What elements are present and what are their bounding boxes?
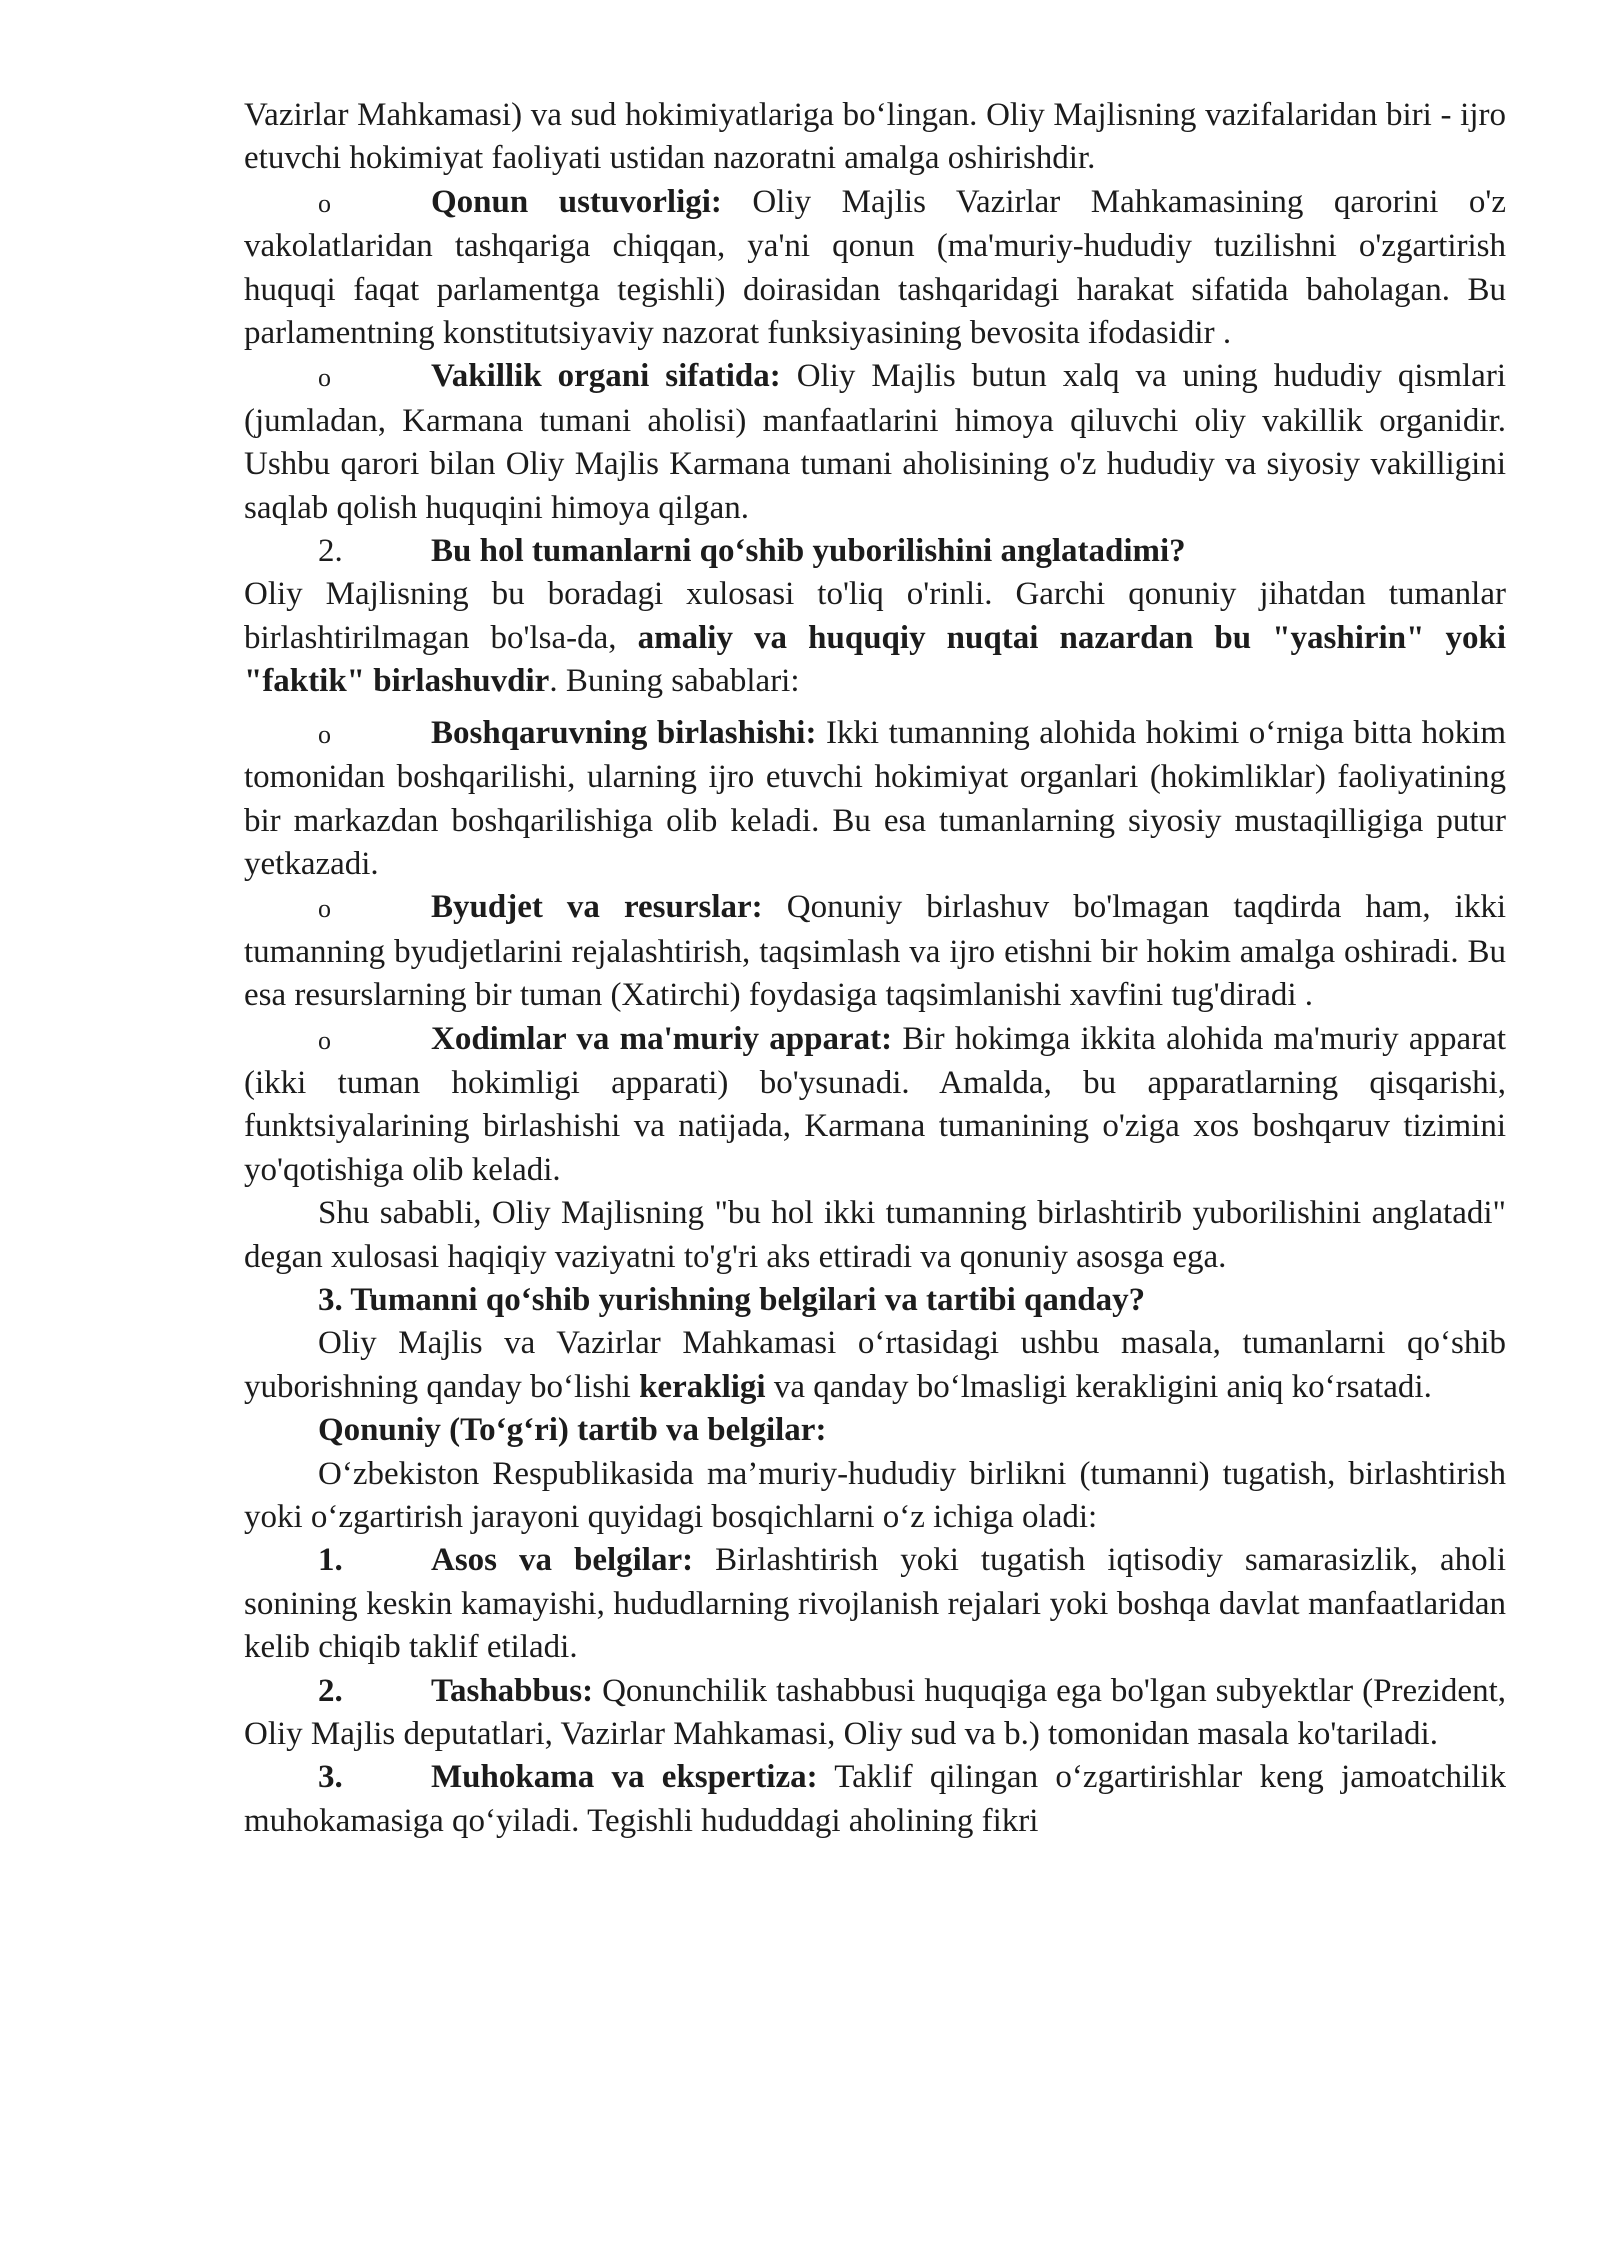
bullet-text: Qonuniy birlashuv bo'lmagan taqdirda ham, ikki tumanning byudjetlarini rejalashtirish, taqsimlash va ijro etishni bir hokim amalga oshiradi. Bu esa resurslarning bir tuman (Xatirchi) foydasiga taqsimlanishi xavfini tug'diradi . [244, 889, 1506, 1014]
bullet-term: Xodimlar va ma'muriy apparat: [431, 1020, 893, 1057]
bullet-marker: o [318, 894, 331, 924]
item-number: 3. [318, 1759, 343, 1796]
bullet-item-byudjet [244, 886, 1506, 1017]
item-text: Taklif qilingan o‘zgartirishlar keng jamoatchilik muhokamasiga qo‘yiladi. Tegishli hududdagi aholining fikri [244, 1759, 1506, 1839]
item-term: Muhokama va ekspertiza: [431, 1759, 818, 1796]
bullet-item-vakillik-organi [244, 355, 1506, 530]
bullet-term: Vakillik organi sifatida: [431, 358, 781, 395]
bullet-term: Boshqaruvning birlashishi: [431, 714, 817, 751]
bullet-marker: o [318, 363, 331, 393]
numbered-item-1 [244, 1539, 1506, 1669]
item-text: Birlashtirish yoki tugatish iqtisodiy samarasizlik, aholi sonining keskin kamayishi, hududlarning rivojlanish rejalari yoki boshqa davlat manfaatlaridan kelib chiqib taklif etiladi. [244, 1542, 1506, 1666]
numbered-item-3 [244, 1756, 1506, 1843]
item-term: Asos va belgilar: [431, 1542, 694, 1579]
bullet-marker: o [318, 188, 331, 218]
bullet-text: Oliy Majlis butun xalq va uning hududiy qismlari (jumladan, Karmana tumani aholisi) manfaatlarini himoya qiluvchi oliy vakillik organidir. Ushbu qarori bilan Oliy Majlis Karmana tumani aholisining o'z hududiy va siyosiy vakilligini saqlab qolish huquqini himoya qilgan. [244, 358, 1506, 526]
bullet-term: Qonun ustuvorligi: [431, 183, 722, 220]
heading-question-2 [244, 530, 1506, 573]
document-page [244, 94, 1506, 1843]
paragraph-stages-intro: O‘zbekiston Respublikasida ma’muriy-hududiy birlikni (tumanni) tugatish, birlashtirish yoki o‘zgartirish jarayoni quyidagi bosqichlarni o‘z ichiga oladi: [244, 1455, 1506, 1535]
paragraph-conclusion: Oliy Majlisning bu boradagi xulosasi to'liq o'rinli. Garchi qonuniy jihatdan tumanlar birlashtirilmagan bo'lsa-da, amaliy va huquqiy nuqtai nazardan bu "yashirin" yoki "faktik" birlashuvdir. Buning sabablari: [244, 576, 1507, 700]
bullet-text: Oliy Majlis Vazirlar Mahkamasining qarorini o'z vakolatlaridan tashqariga chiqqan, ya'ni qonun (ma'muriy-hududiy tuzilishni o'zgartirish huquqi faqat parlamentga tegishli) doirasidan tashqaridagi harakat sifatida baholagan. Bu parlamentning konstitutsiyaviy nazorat funksiyasining bevosita ifodasidir . [244, 183, 1506, 352]
bullet-marker: o [318, 719, 331, 749]
paragraph-summary: Shu sababli, Oliy Majlisning "bu hol ikki tumanning birlashtirib yuborilishini anglatadi" degan xulosasi haqiqiy vaziyatni to'g'ri aks ettiradi va qonuniy asosga ega. [244, 1195, 1506, 1275]
item-text: Qonunchilik tashabbusi huquqiga ega bo'lgan subyektlar (Prezident, Oliy Majlis deputatlari, Vazirlar Mahkamasi, Oliy sud va b.) tomonidan masala ko'tariladi. [244, 1672, 1506, 1753]
item-number: 1. [318, 1542, 343, 1579]
bold-word: kerakligi [639, 1368, 766, 1405]
bullet-marker: o [318, 1025, 331, 1055]
heading-text: Bu hol tumanlarni qo‘shib yuborilishini anglatadimi? [431, 533, 1186, 570]
paragraph-procedure-intro: Oliy Majlis va Vazirlar Mahkamasi o‘rtasidagi ushbu masala, tumanlarni qo‘shib yuborishning qanday bo‘lishi kerakligi va qanday bo‘lmasligi kerakligini aniq ko‘rsatadi. [244, 1325, 1506, 1405]
numbered-item-2 [244, 1670, 1506, 1757]
bullet-text: Ikki tumanning alohida hokimi o‘rniga bitta hokim tomonidan boshqarilishi, ularning ijro etuvchi hokimiyat organlari (hokimliklar) faoliyatining bir markazdan boshqarilishiga olib keladi. Bu esa tumanlarning siyosiy mustaqilligiga putur yetkazadi. [244, 714, 1506, 882]
subheading-legal-procedure: Qonuniy (To‘g‘ri) tartib va belgilar: [318, 1412, 827, 1449]
item-term: Tashabbus: [431, 1672, 594, 1709]
paragraph-intro: Vazirlar Mahkamasi) va sud hokimiyatlariga bo‘lingan. Oliy Majlisning vazifalaridan biri - ijro etuvchi hokimiyat faoliyati ustidan nazoratni amalga oshirishdir. [244, 97, 1506, 177]
bullet-item-qonun-ustuvorligi [244, 181, 1506, 356]
bullet-term: Byudjet va resurslar: [431, 889, 763, 926]
bold-phrase: amaliy va huquqiy nuqtai nazardan bu "yashirin" yoki "faktik" birlashuvdir [244, 619, 1507, 700]
bullet-text: Bir hokimga ikkita alohida ma'muriy apparat (ikki tuman hokimligi apparati) bo'ysunadi. Amalda, bu apparatlarning qisqarishi, funktsiyalarining birlashishi va natijada, Karmana tumanining o'ziga xos boshqaruv tizimini yo'qotishiga olib keladi. [244, 1020, 1507, 1188]
bullet-item-xodimlar [244, 1018, 1506, 1193]
bullet-item-boshqaruv [244, 712, 1506, 887]
item-number: 2. [318, 1672, 343, 1709]
heading-number: 2. [318, 533, 343, 570]
heading-question-3: 3. Tumanni qo‘shib yurishning belgilari va tartibi qanday? [318, 1281, 1146, 1318]
